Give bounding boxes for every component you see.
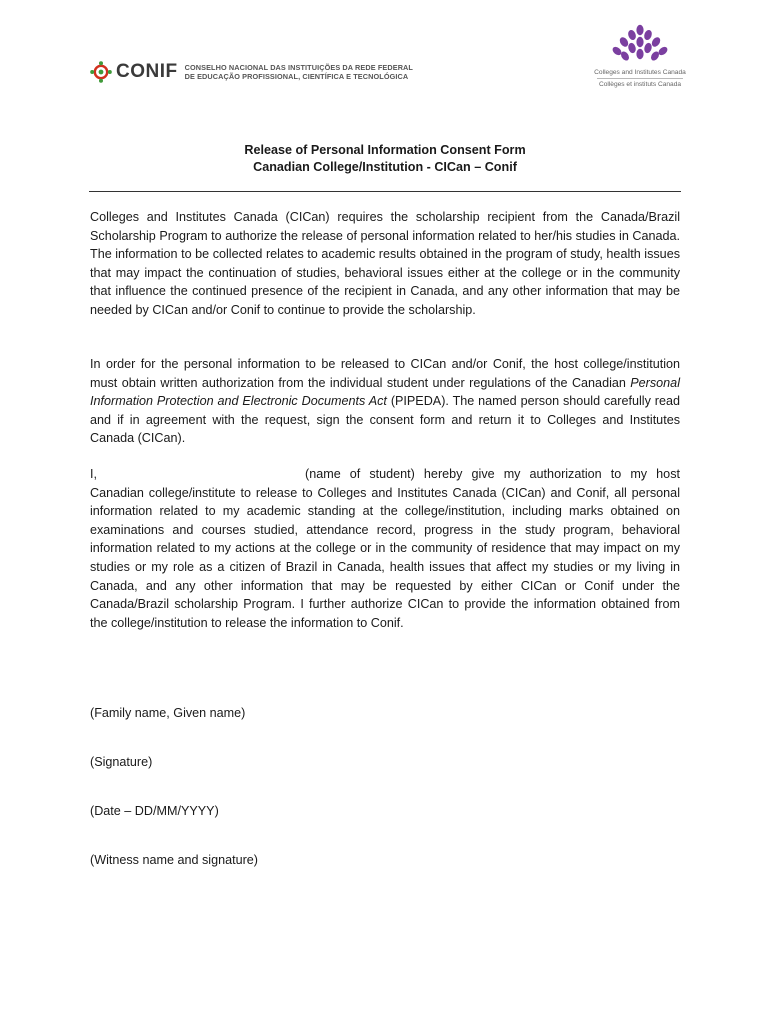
- family-given-name-field[interactable]: (Family name, Given name): [90, 706, 246, 720]
- consent-text: (name of student) hereby give my authorization to my host Canadian college/institute to release to Colleges and Institutes Canada (CICan) and Conif, all personal information related to my academic standing at the college/institution, including marks obtained on examinations and courses studied, attendance record, progress in the study program, behavioral information related to my actions at the college or in the community of residence that may impact on my studies or my role as a citizen of Brazil in Canada, health issues that affect my studies or my living in Canada, and any other information that may be requested by either CICan or Conif under the Canada/Brazil scholarship Program. I further authorize CICan to provide the information obtained from the college/institution to release the information to Conif.: [90, 467, 680, 630]
- conif-subtitle: [185, 63, 413, 81]
- authorization-text-before: In order for the personal information to be released to CICan and/or Conif, the host college/institution must obtain written authorization from the individual student under regulations of the Canadian: [90, 357, 680, 390]
- conif-subtitle-line1: CONSELHO NACIONAL DAS INSTITUIÇÕES DA REDE FEDERAL: [184, 63, 413, 72]
- authorization-text-after: (PIPEDA). The named person should carefully read and if in agreement with the request, sign the consent form and return it to Colleges and Institutes Canada (CICan).: [90, 394, 680, 446]
- conif-emblem-icon: [90, 61, 112, 83]
- conif-logo: [90, 58, 413, 86]
- consent-start: I,: [90, 467, 97, 481]
- date-field[interactable]: (Date – DD/MM/YYYY): [90, 804, 219, 818]
- conif-subtitle-line2: DE EDUCAÇÃO PROFISSIONAL, CIENTÍFICA E TECNOLÓGICA: [184, 72, 409, 81]
- act-name: Personal Information Protection and Electronic Documents Act: [90, 375, 680, 409]
- form-title: [90, 142, 680, 175]
- conif-wordmark: CONIF: [116, 61, 178, 82]
- signature-field[interactable]: (Signature): [90, 755, 153, 769]
- cican-logo: [592, 24, 688, 89]
- cican-name-english: Colleges and Institutes Canada: [594, 69, 686, 76]
- form-title-line1: Release of Personal Information Consent Form: [244, 143, 526, 157]
- cican-divider: [597, 78, 683, 79]
- intro-paragraph: Colleges and Institutes Canada (CICan) requires the scholarship recipient from the Canada/Brazil Scholarship Program to authorize the release of personal information related to her/his studies in Canada. The information to be collected relates to academic results obtained in the program of study, health issues that may impact the continuation of studies, behavioral issues either at the college or in the community that influence the continued presence of the recipient in Canada, and any other information that may be needed by CICan and/or Conif to continue to provide the scholarship.: [90, 210, 680, 317]
- authorization-paragraph: [90, 355, 680, 448]
- form-title-line2: Canadian College/Institution - CICan – Conif: [253, 159, 517, 174]
- witness-field[interactable]: (Witness name and signature): [90, 853, 258, 867]
- cican-name-french: Collèges et instituts Canada: [598, 81, 682, 88]
- title-divider: [89, 191, 681, 192]
- cican-leaf-cluster-icon: [608, 24, 672, 66]
- consent-statement: [90, 465, 680, 632]
